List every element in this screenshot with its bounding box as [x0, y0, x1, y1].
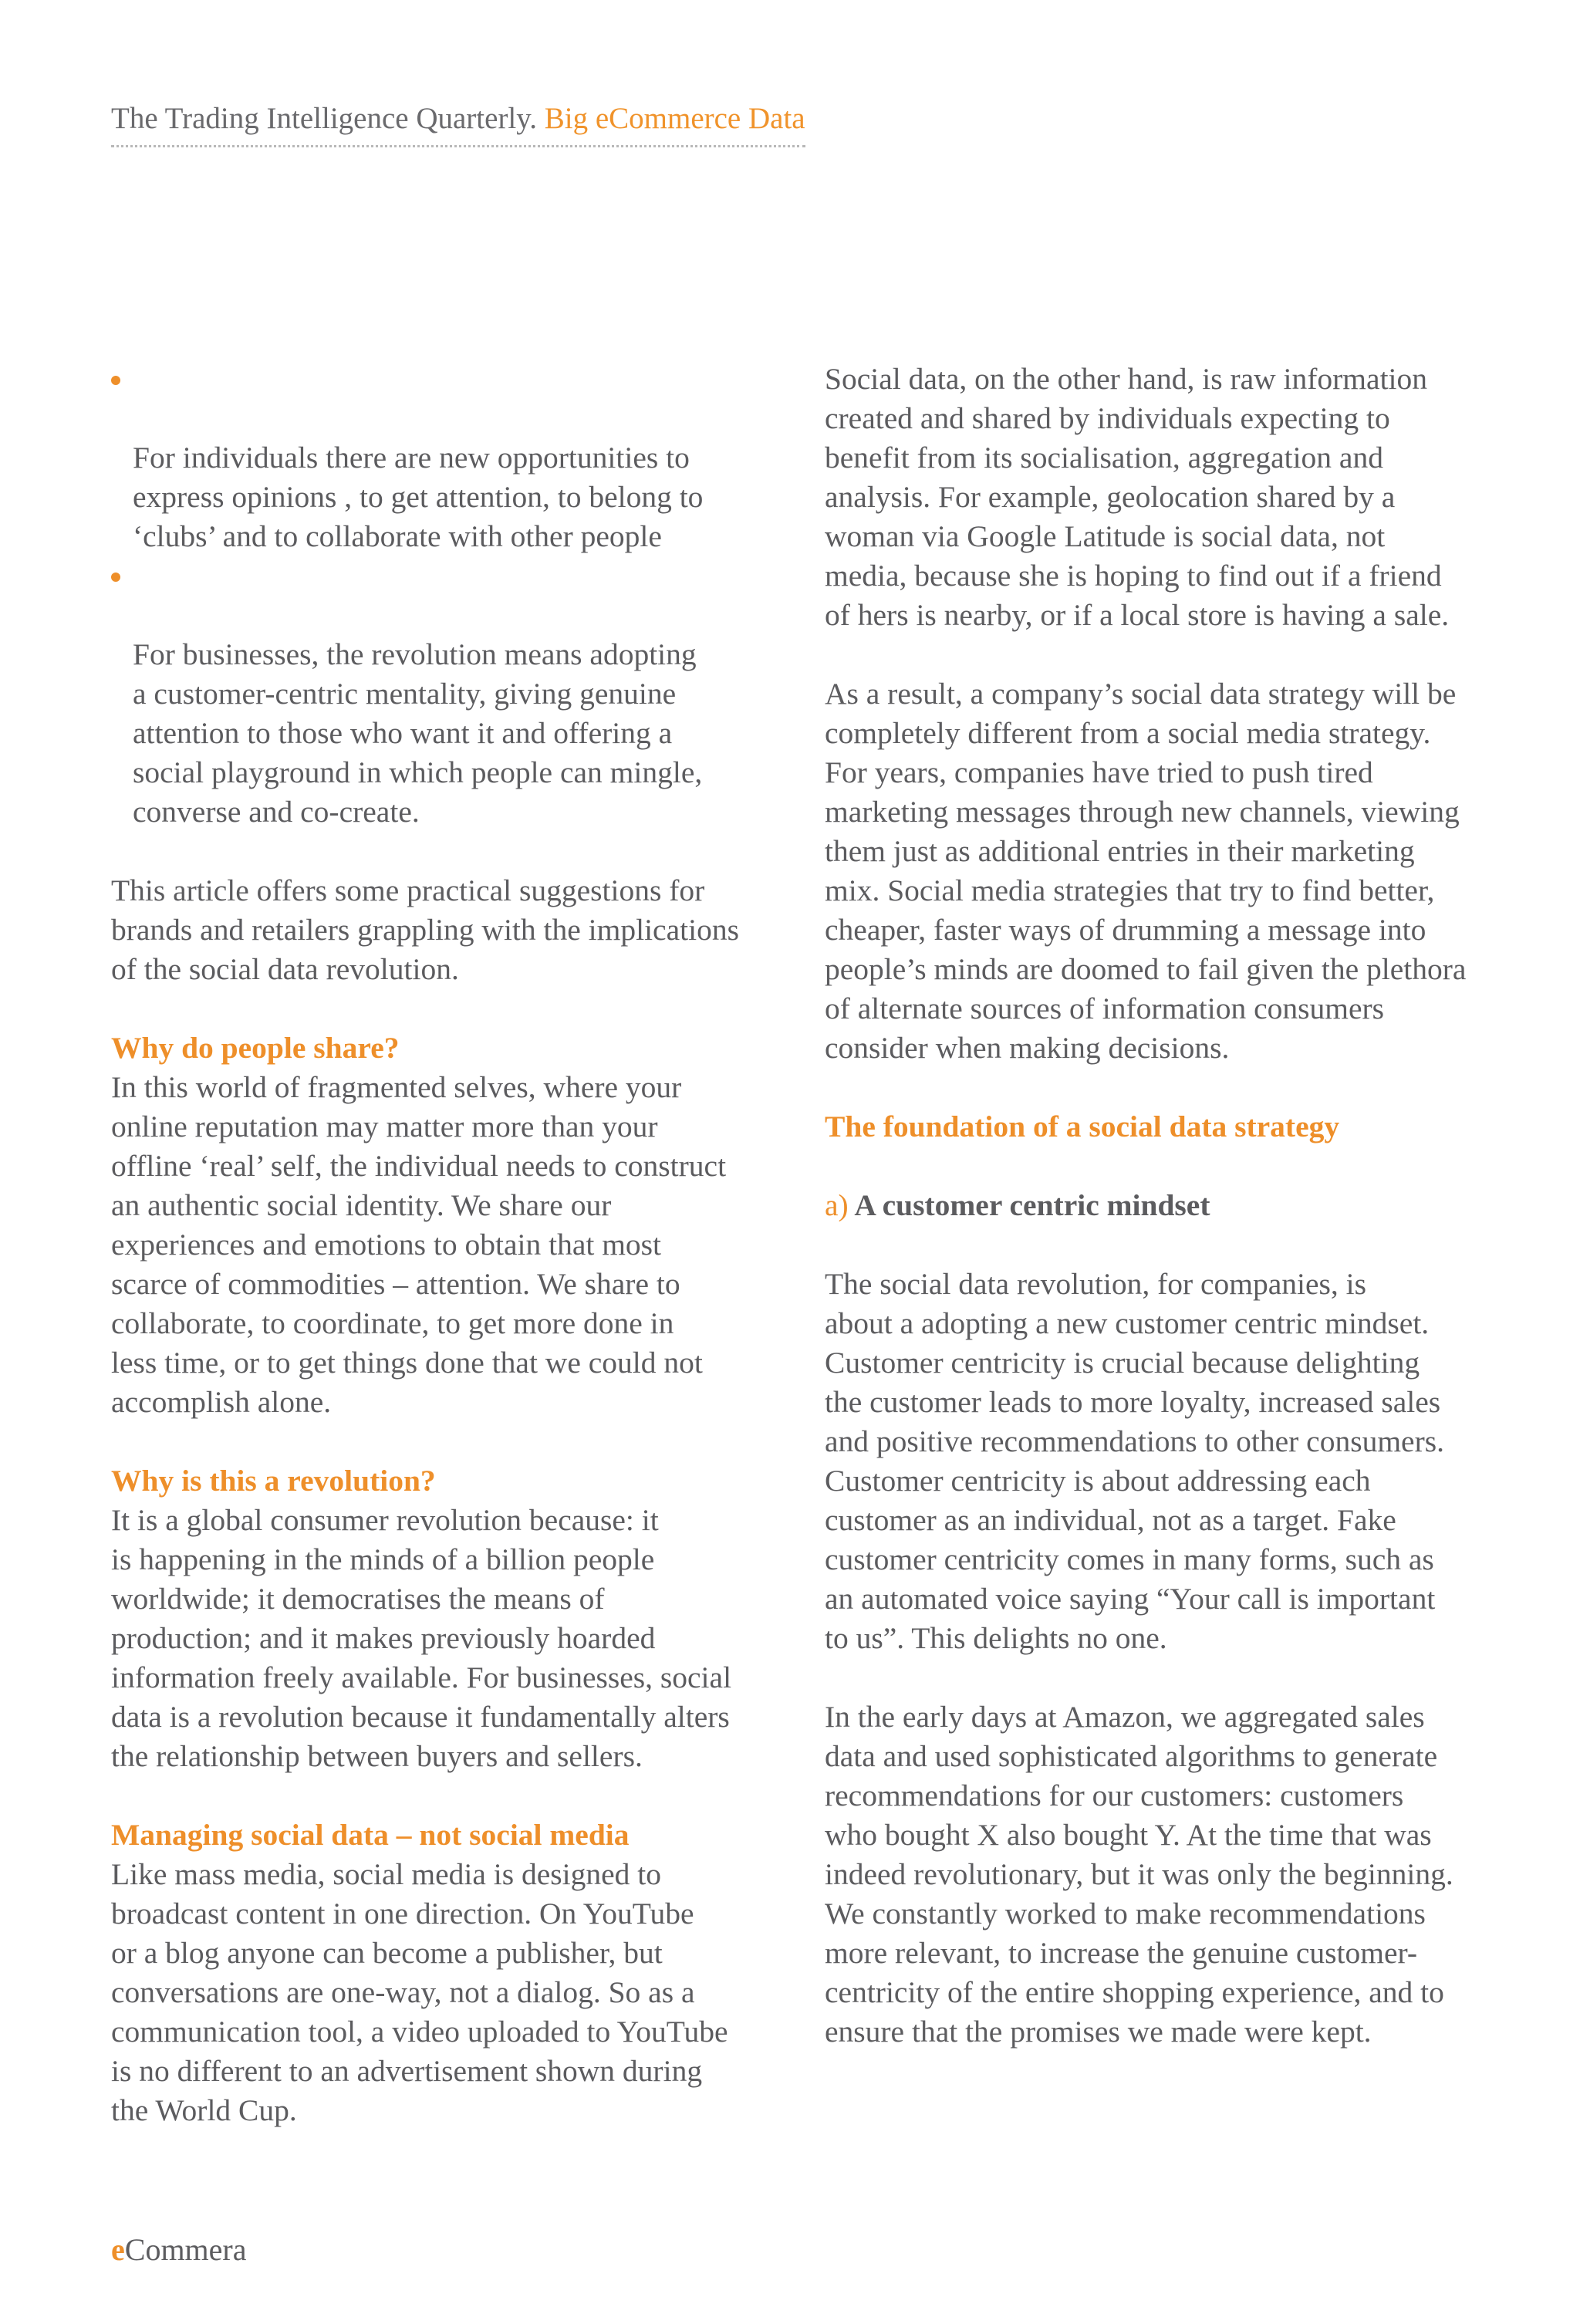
list-item — [111, 556, 790, 832]
logo-text: Commera — [124, 2232, 247, 2267]
page-header — [111, 97, 805, 147]
section-heading: The foundation of a social data strategy — [825, 1110, 1340, 1143]
section-heading: Why is this a revolution? — [111, 1464, 436, 1498]
bullet-text: For individuals there are new opportunities to express opinions , to get attention, to belong to ‘clubs’ and to collaborate with other people — [133, 441, 704, 553]
bullet-list — [111, 360, 790, 832]
spacer — [825, 1147, 1519, 1186]
body-paragraph: In the early days at Amazon, we aggregated sales data and used sophisticated algorithms to generate recommendations for our customers: customers who bought X also bought Y. At the time that was indeed revolutionary, but it was only the beginning. We constantly worked to make recommendations more relevant, to increase the genuine customer- centricity of the entire shopping experience, and to ensure that the promises we made were kept. — [825, 1700, 1453, 2049]
subsection-letter: a) — [825, 1188, 849, 1222]
footer-logo — [111, 2228, 247, 2272]
intro-paragraph: This article offers some practical suggestions for brands and retailers grappling with the implications of the social data revolution. — [111, 873, 739, 986]
bullet-text: For businesses, the revolution means adopting a customer-centric mentality, giving genuine attention to those who want it and offering a social playground in which people can mingle, converse and co-create. — [133, 637, 703, 829]
section-paragraph: It is a global consumer revolution because: it is happening in the minds of a billion people worldwide; it democratises the means of production; and it makes previously hoarded information freely available. For businesses, social data is a revolution because it fundamentally alters the relationship between buyers and sellers. — [111, 1503, 732, 1773]
publication-title: The Trading Intelligence Quarterly. — [111, 102, 537, 135]
section-paragraph: In this world of fragmented selves, where your online reputation may matter more than your offline ‘real’ self, the individual needs to construct an authentic social identity. We share our experiences and emotions to obtain that most scarce of commodities – attention. We share to collaborate, to coordinate, to get more done in less time, or to get things done that we could not accomplish alone. — [111, 1070, 727, 1419]
body-paragraph: The social data revolution, for companies, is about a adopting a new customer centric mindset. Customer centricity is crucial because delighting the customer leads to more loyalty, increased sales and positive recommendations to other consumers. Customer centricity is about addressing each customer as an individual, not as a target. Fake customer centricity comes in many forms, such as an automated voice saying “Your call is important to us”. This delights no one. — [825, 1267, 1444, 1655]
subsection-title: A customer centric mindset — [854, 1188, 1210, 1222]
list-item — [111, 360, 790, 556]
body-paragraph: Social data, on the other hand, is raw information created and shared by individuals expecting to benefit from its socialisation, aggregation and analysis. For example, geolocation shared by a woman via Google Latitude is social data, not media, because she is hoping to find out if a friend of hers is nearby, or if a local store is having a sale. — [825, 362, 1450, 632]
section-heading: Managing social data – not social media — [111, 1818, 630, 1852]
bullet-icon — [111, 573, 120, 582]
right-column — [825, 360, 1519, 2091]
section-paragraph: Like mass media, social media is designed to broadcast content in one direction. On YouTube or a blog anyone can become a publisher, but conversations are one-way, not a dialog. So as a communication tool, a video uploaded to YouTube is no different to an advertisement shown during the World Cup. — [111, 1857, 728, 2127]
section-heading: Why do people share? — [111, 1031, 400, 1065]
subsection-heading — [825, 1186, 1519, 1225]
body-paragraph: As a result, a company’s social data strategy will be completely different from a social media strategy. For years, companies have tried to push tired marketing messages through new channels, viewing them just as additional entries in their marketing mix. Social media strategies that try to find better, cheaper, faster ways of drumming a message into people’s minds are doomed to fail given the plethora of alternate sources of information consumers consider when making decisions. — [825, 677, 1467, 1065]
logo-letter: e — [111, 2232, 125, 2267]
left-column — [111, 360, 790, 2170]
section-title: Big eCommerce Data — [544, 102, 805, 135]
bullet-icon — [111, 376, 120, 385]
